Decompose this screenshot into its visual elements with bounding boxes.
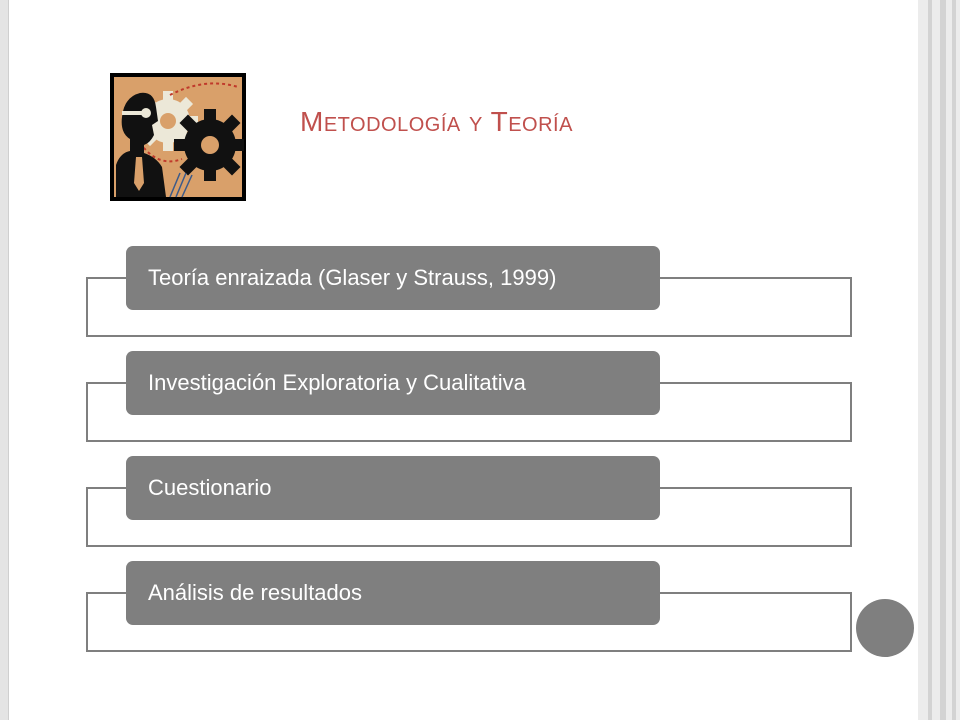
list-item-label: Investigación Exploratoria y Cualitativa	[126, 351, 660, 415]
list-item	[86, 561, 852, 653]
slide-frame-left	[0, 0, 9, 720]
circle-nav-icon[interactable]	[856, 599, 914, 657]
page-title: Metodología y Teoría	[300, 106, 573, 137]
thinking-head-gears-icon	[110, 73, 246, 201]
list-item	[86, 246, 852, 338]
list-item	[86, 456, 852, 548]
list-item-label: Cuestionario	[126, 456, 660, 520]
slide-frame-right	[918, 0, 960, 720]
list-item	[86, 351, 852, 443]
list-item-label: Análisis de resultados	[126, 561, 660, 625]
list-item-label: Teoría enraizada (Glaser y Strauss, 1999)	[126, 246, 660, 310]
